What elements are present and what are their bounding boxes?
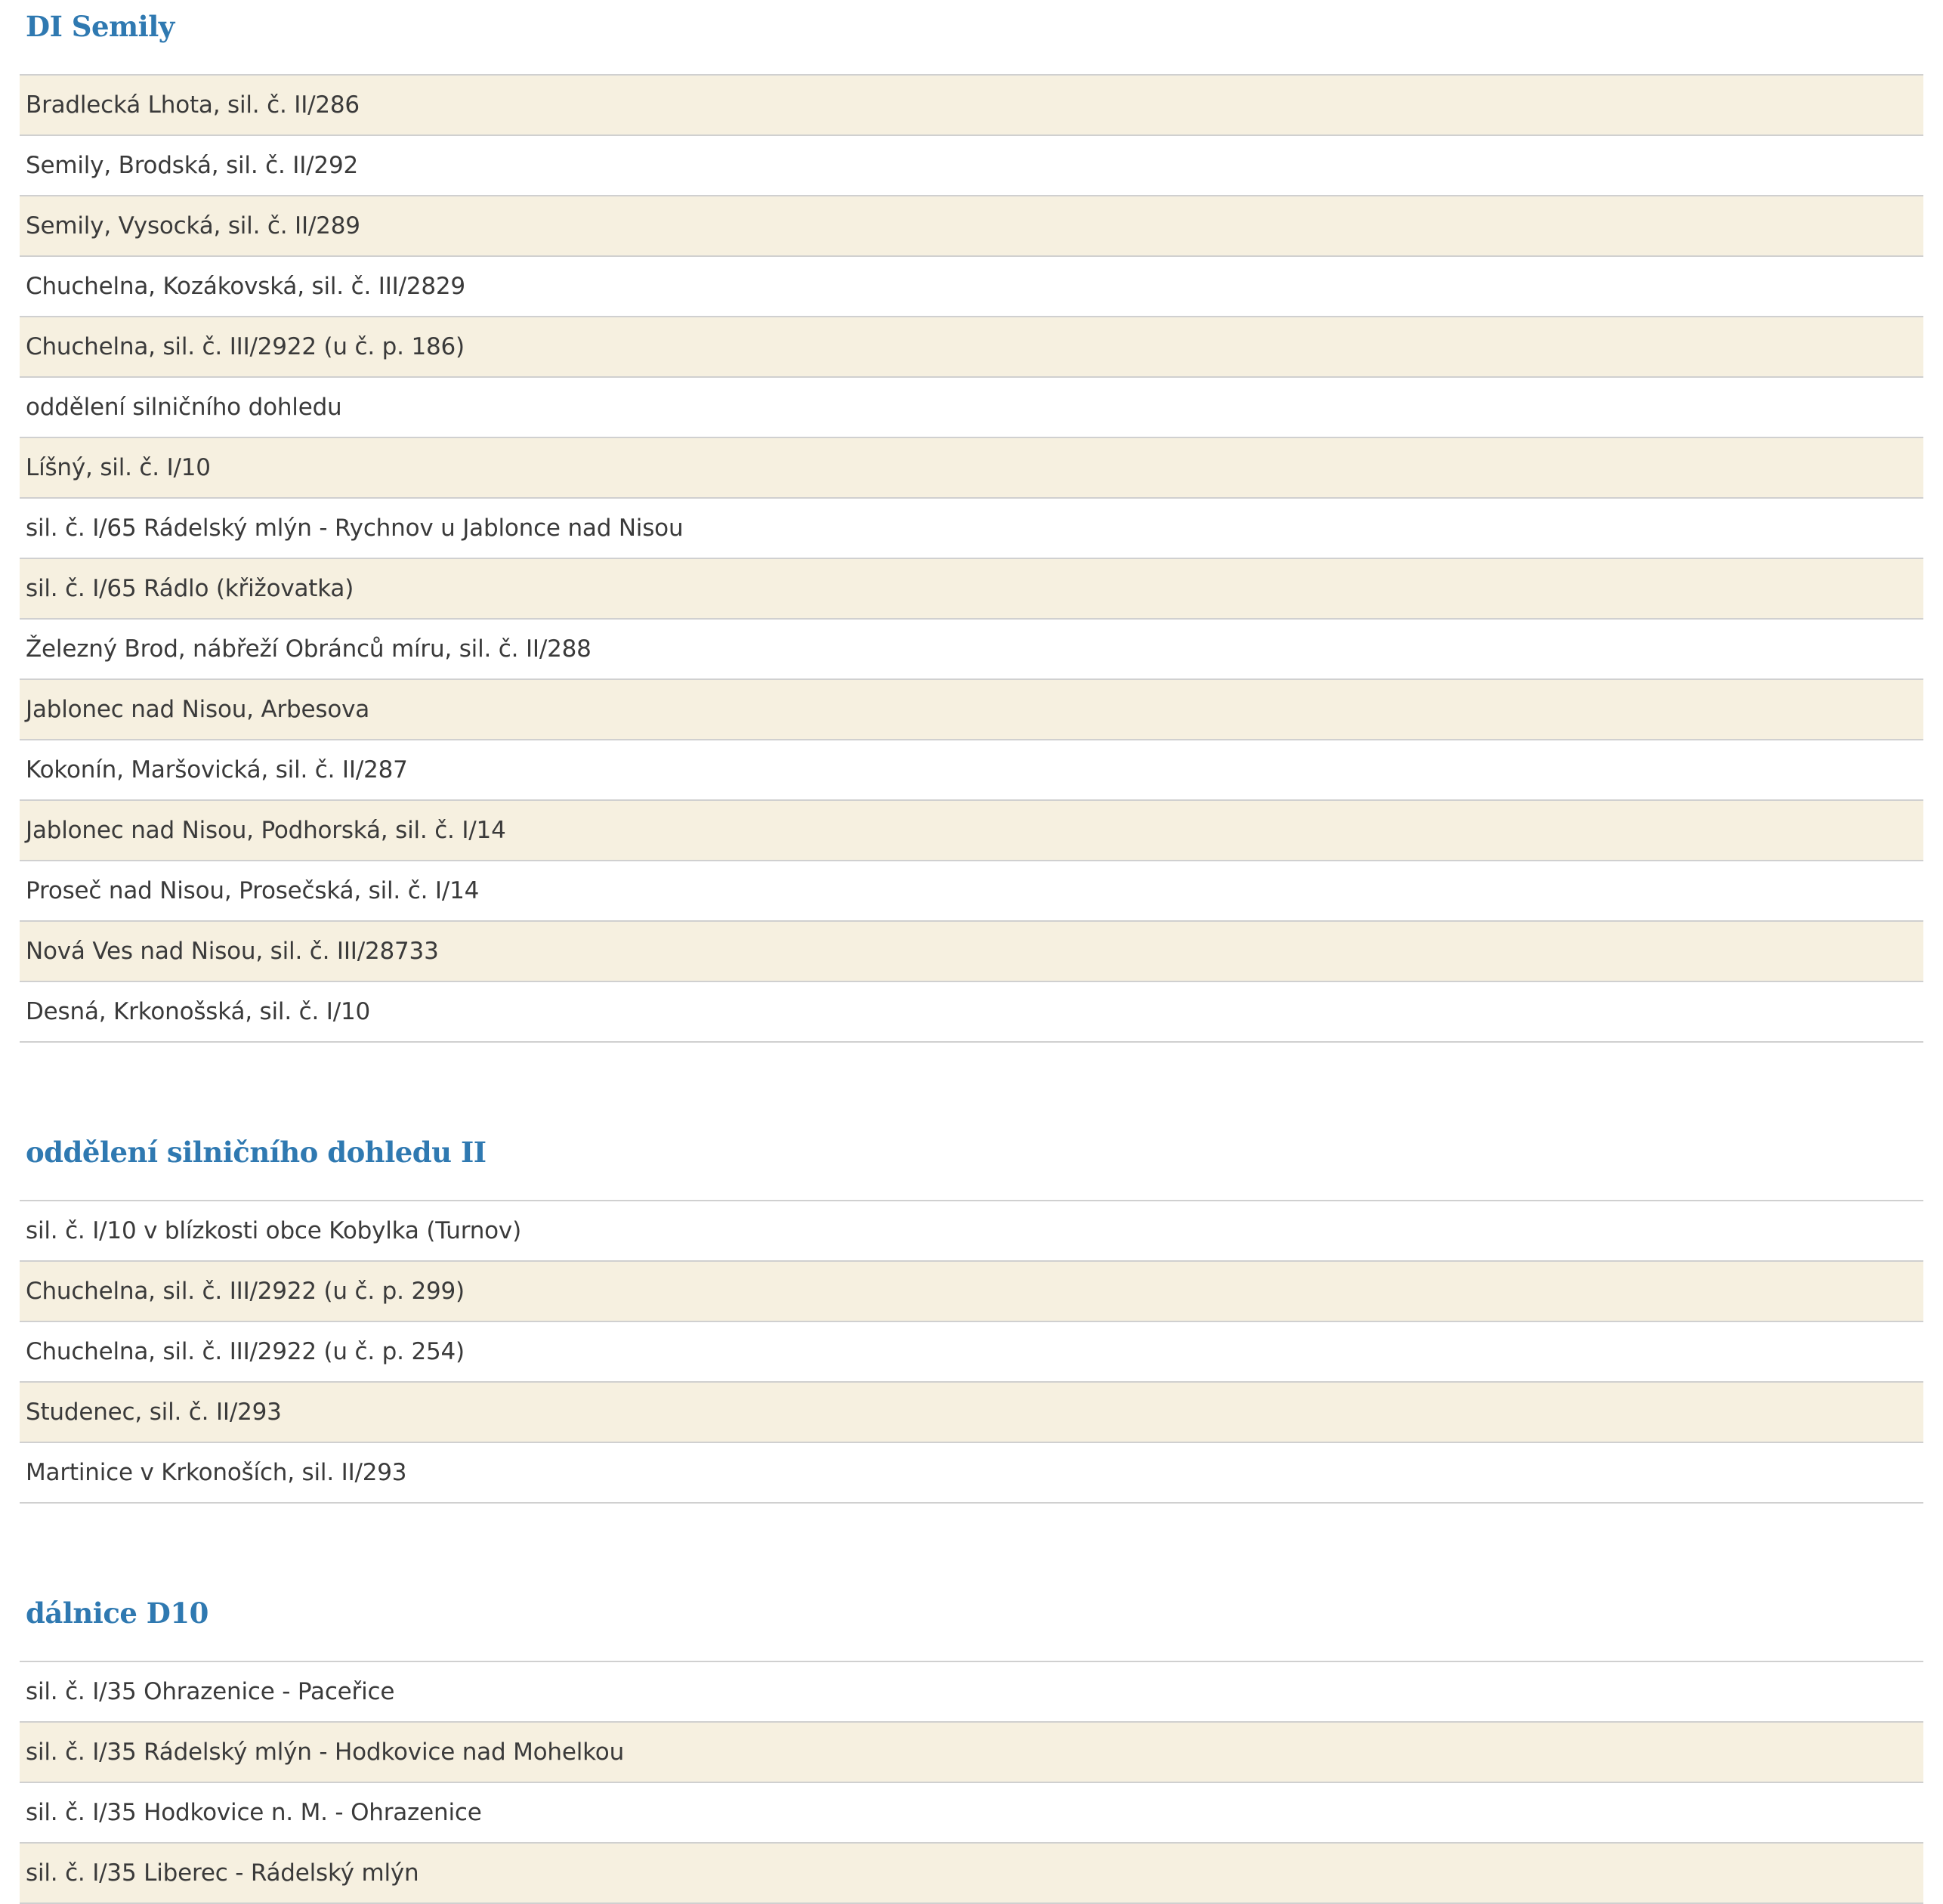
- location-item[interactable]: [20, 1723, 1923, 1783]
- location-item[interactable]: [20, 680, 1923, 740]
- location-label: Chuchelna, sil. č. III/2922 (u č. p. 254): [26, 1338, 465, 1365]
- location-label: Líšný, sil. č. I/10: [26, 454, 211, 481]
- location-item[interactable]: [20, 1662, 1923, 1723]
- location-label: sil. č. I/35 Liberec - Rádelský mlýn: [26, 1859, 419, 1887]
- location-item[interactable]: [20, 317, 1923, 378]
- section-title: oddělení silničního dohledu II: [26, 1136, 487, 1169]
- location-sections: [20, 0, 1923, 1904]
- location-label: Semily, Brodská, sil. č. II/292: [26, 152, 359, 179]
- section-dalnice-d10: [20, 1587, 1923, 1904]
- location-label: sil. č. I/35 Ohrazenice - Paceřice: [26, 1678, 395, 1705]
- location-label: Martinice v Krkonoších, sil. II/293: [26, 1459, 407, 1486]
- location-label: sil. č. I/35 Rádelský mlýn - Hodkovice nad Mohelkou: [26, 1739, 625, 1766]
- location-item[interactable]: [20, 801, 1923, 861]
- location-label: Jablonec nad Nisou, Arbesova: [26, 696, 370, 723]
- location-item[interactable]: [20, 76, 1923, 136]
- location-label: Jablonec nad Nisou, Podhorská, sil. č. I/14: [26, 817, 506, 844]
- location-label: Kokonín, Maršovická, sil. č. II/287: [26, 756, 408, 784]
- section-odd-silnicniho-dohledu-ii: [20, 1126, 1923, 1504]
- location-item[interactable]: [20, 1783, 1923, 1844]
- location-item[interactable]: [20, 378, 1923, 438]
- location-label: Chuchelna, sil. č. III/2922 (u č. p. 299): [26, 1278, 465, 1305]
- location-label: Studenec, sil. č. II/293: [26, 1399, 282, 1426]
- location-label: oddělení silničního dohledu: [26, 394, 342, 421]
- location-label: Chuchelna, Kozákovská, sil. č. III/2829: [26, 273, 465, 300]
- location-label: Desná, Krkonošská, sil. č. I/10: [26, 998, 371, 1025]
- location-label: Bradlecká Lhota, sil. č. II/286: [26, 91, 360, 119]
- section-spacer: [20, 1043, 1923, 1126]
- section-spacer: [20, 1504, 1923, 1587]
- location-item[interactable]: [20, 740, 1923, 801]
- location-list: [20, 1661, 1923, 1904]
- location-item[interactable]: [20, 559, 1923, 620]
- location-label: sil. č. I/10 v blízkosti obce Kobylka (Turnov): [26, 1217, 521, 1244]
- section-title: DI Semily: [26, 10, 175, 43]
- location-item[interactable]: [20, 1262, 1923, 1322]
- location-item[interactable]: [20, 982, 1923, 1043]
- location-item[interactable]: [20, 1383, 1923, 1443]
- location-label: Chuchelna, sil. č. III/2922 (u č. p. 186): [26, 333, 465, 360]
- location-item[interactable]: [20, 1844, 1923, 1904]
- location-label: Nová Ves nad Nisou, sil. č. III/28733: [26, 938, 439, 965]
- location-label: Semily, Vysocká, sil. č. II/289: [26, 212, 360, 240]
- location-item[interactable]: [20, 922, 1923, 982]
- location-list: [20, 74, 1923, 1043]
- location-item[interactable]: [20, 620, 1923, 680]
- location-item[interactable]: [20, 257, 1923, 317]
- location-item[interactable]: [20, 1322, 1923, 1383]
- location-item[interactable]: [20, 136, 1923, 196]
- section-di-semily: [20, 0, 1923, 1043]
- location-label: Proseč nad Nisou, Prosečská, sil. č. I/14: [26, 877, 480, 904]
- location-label: Železný Brod, nábřeží Obránců míru, sil. č. II/288: [26, 635, 592, 663]
- location-label: sil. č. I/65 Rádelský mlýn - Rychnov u Jablonce nad Nisou: [26, 515, 684, 542]
- location-item[interactable]: [20, 861, 1923, 922]
- location-item[interactable]: [20, 438, 1923, 499]
- section-title: dálnice D10: [26, 1596, 209, 1630]
- location-list: [20, 1200, 1923, 1504]
- location-label: sil. č. I/35 Hodkovice n. M. - Ohrazenice: [26, 1799, 482, 1826]
- location-item[interactable]: [20, 1201, 1923, 1262]
- location-item[interactable]: [20, 1443, 1923, 1504]
- location-label: sil. č. I/65 Rádlo (křižovatka): [26, 575, 354, 602]
- location-item[interactable]: [20, 499, 1923, 559]
- location-item[interactable]: [20, 196, 1923, 257]
